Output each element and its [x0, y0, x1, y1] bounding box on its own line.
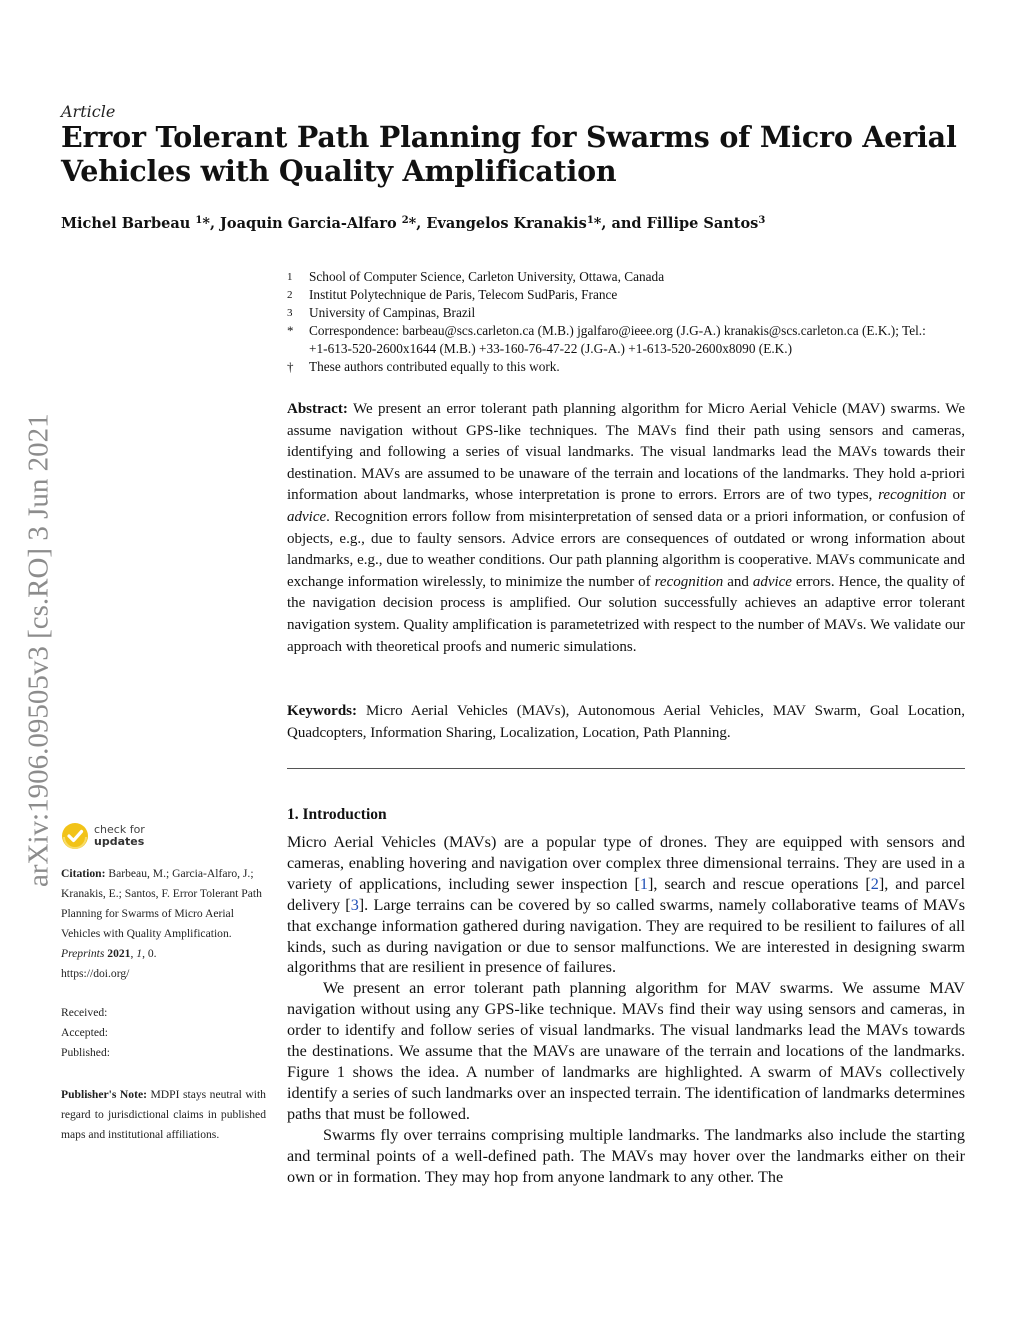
article-type: Article [61, 102, 116, 121]
publisher-note [61, 1085, 266, 1145]
abstract [287, 399, 965, 658]
abstract-text: We present an error tolerant path planning algorithm for Micro Aerial Vehicle (MAV) swarms. We assume navigation without GPS-like techniques. The MAVs find their path using sensors and cameras, identifying and following a series of visual landmarks. The visual landmarks lead the MAVs towards their destination. MAVs are assumed to be unaware of the terrain and locations of the landmarks. They hold a-priori information about landmarks, whose interpretation is prone to errors. Errors are of two types, [287, 401, 966, 504]
author-affil-mark: 2 [401, 215, 409, 226]
abstract-text: or [952, 487, 966, 504]
citation-text: Barbeau, M.; Garcia-Alfaro, J.; Kranakis, E.; Santos, F. Error Tolerant Path Planning for Swarms of Micro Aerial Vehicles with Quality Amplification. [61, 867, 262, 940]
affiliations [287, 268, 977, 376]
keywords-text: Micro Aerial Vehicles (MAVs), Autonomous Aerial Vehicles, MAV Swarm, Goal Location, Quadcopters, Information Sharing, Localization, Location, Path Planning. [287, 703, 965, 741]
affiliation-mark: 2 [287, 289, 293, 301]
citation-block: Citation: Barbeau, M.; Garcia-Alfaro, J.; Kranakis, E.; Santos, F. Error Tolerant Path Planning for Swarms of Micro Aerial Vehicles with Quality Amplification. Preprints 2021, 1, 0. https://doi.org/ [61, 867, 262, 980]
check-for-updates-badge[interactable] [61, 822, 145, 850]
abstract-text: . Recognition errors follow from misinterpretation of sensed data or a priori information, or confusion of objects, e.g., due to faulty sensors. Advice errors are consequences of outdated or wrong information about landmarks, e.g., due to weather conditions. Our path planning algorithm is cooperative. MAVs communicate and exchange information wirelessly, to minimize the number of [287, 508, 965, 590]
abstract-emphasis: recognition [878, 487, 947, 504]
dagger-mark: † [287, 359, 294, 374]
section-heading-introduction: 1. Introduction [287, 806, 387, 823]
paragraph [287, 832, 965, 978]
correspondence [287, 322, 977, 340]
section-divider [287, 768, 965, 769]
paragraph-text: ]. Large terrains can be covered by so called swarms, namely collaborative teams of MAVs that exchange information gathered during navigation. They are required to be resilient to failures of all kinds, such as during navigation or due to sensor malfunctions. We are interested in designing swarm algorithms that are resilient in presence of failures. [287, 895, 965, 977]
paragraph-text: ], search and rescue operations [ [647, 874, 871, 893]
affiliation-text: Institut Polytechnique de Paris, Telecom SudParis, France [309, 287, 618, 302]
author-affil-mark: 1 [195, 215, 203, 226]
affiliation-item [287, 268, 977, 286]
author-name[interactable]: Joaquin Garcia-Alfaro [220, 215, 397, 232]
author-sep: , [416, 215, 427, 232]
paper-title: Error Tolerant Path Planning for Swarms of Micro Aerial Vehicles with Quality Amplification [61, 120, 957, 188]
abstract-text: and [727, 573, 749, 590]
keywords [287, 701, 965, 744]
publisher-note-text: MDPI stays neutral with regard to jurisdictional claims in published maps and institutional affiliations. [61, 1088, 266, 1141]
citation-page: , 0. [142, 947, 157, 960]
accepted-label: Accepted: [61, 1026, 108, 1039]
equal-contribution-text: These authors contributed equally to this work. [309, 359, 560, 374]
publisher-note-label: Publisher's Note: [61, 1088, 147, 1101]
received-label: Received: [61, 1006, 108, 1019]
keywords-label: Keywords: [287, 703, 357, 719]
author-star: * [202, 215, 210, 232]
abstract-emphasis: advice [287, 508, 327, 525]
check-updates-icon [61, 822, 89, 850]
author-affil-mark: 1 [586, 215, 594, 226]
citation-journal: Preprints [61, 947, 105, 960]
citation-year: 2021 [107, 947, 131, 960]
citation-url[interactable]: https://doi.org/ [61, 967, 130, 980]
citation-link[interactable]: 3 [350, 895, 359, 914]
correspondence-text[interactable]: Correspondence: barbeau@scs.carleton.ca (M.B.) jgalfaro@ieee.org (J.G-A.) kranakis@scs.carleton.ca (E.K.); Tel.: [309, 323, 926, 338]
author-list [61, 215, 765, 232]
affiliation-item [287, 304, 977, 322]
arxiv-identifier[interactable]: arXiv:1906.09505v3 [cs.RO] 3 Jun 2021 [22, 413, 55, 887]
citation-volume: 1 [136, 947, 143, 960]
author-affil-mark: 3 [758, 215, 766, 226]
author-sep: , [209, 215, 221, 232]
abstract-emphasis: advice [752, 573, 792, 590]
author-name[interactable]: Fillipe Santos [646, 215, 759, 232]
citation-link[interactable]: 1 [639, 874, 648, 893]
published-label: Published: [61, 1046, 110, 1059]
affiliation-mark: * [287, 323, 294, 338]
affiliation-mark: 1 [287, 271, 293, 283]
author-name[interactable]: Evangelos Kranakis [426, 215, 587, 232]
abstract-text: errors. Hence, the quality of the navigation decision process is amplified. Our solution successfully achieves an adaptive error tolerant navigation system. Quality amplification is parametetrized with respect to the number of MAVs. We validate our approach with theoretical proofs and numeric simulations. [287, 573, 965, 655]
affiliation-text: University of Campinas, Brazil [309, 305, 476, 320]
abstract-label: Abstract: [287, 401, 348, 417]
paragraph-text: Micro Aerial Vehicles (MAVs) are a popular type of drones. They are equipped with sensors and cameras, enabling hovering and navigation over complex three dimensional terrains. They are used in a variety of applications, including sewer inspection [ [287, 833, 965, 893]
author-star: * [593, 215, 602, 232]
citation-label: Citation: [61, 867, 106, 880]
abstract-emphasis: recognition [654, 573, 724, 590]
check-updates-label [94, 824, 145, 848]
affiliation-mark: 3 [287, 307, 293, 319]
citation-link[interactable]: 2 [870, 874, 879, 893]
author-star: * [408, 215, 417, 232]
check-updates-line2: updates [94, 835, 145, 848]
correspondence-phones: +1-613-520-2600x1644 (M.B.) +33-160-76-47-22 (J.G-A.) +1-613-520-2600x8090 (E.K.) [309, 341, 793, 356]
author-name[interactable]: Michel Barbeau [61, 215, 191, 232]
author-sep: , and [601, 215, 647, 232]
affiliation-item [287, 286, 977, 304]
check-updates-line1: check for [94, 823, 145, 836]
paragraph: We present an error tolerant path planning algorithm for MAV swarms. We assume MAV navigation without using any GPS-like technique. MAVs find their way using sensors and cameras, in order to identify and follow series of visual landmarks. The visual landmarks lead the MAVs towards the destinations. We assume that the MAVs are unaware of the terrain and locations of the landmarks. Figure 1 shows the idea. A number of landmarks are highlighted. A swarm of MAVs collectively identify a series of such landmarks over an inspected terrain. The identification of landmarks determines paths that must be followed. [287, 979, 965, 1123]
paragraph: Swarms fly over terrains comprising multiple landmarks. The landmarks also include the starting and terminal points of a well-defined path. The MAVs may hover over the landmarks either on their own or in formation. They may hop from anyone landmark to any other. The [287, 1125, 965, 1186]
affiliation-text: School of Computer Science, Carleton University, Ottawa, Canada [309, 269, 665, 284]
dates-block [61, 1003, 266, 1063]
paragraph-text: ], and parcel delivery [ [287, 874, 965, 914]
introduction-body [287, 832, 965, 1187]
equal-contribution-note [287, 358, 977, 376]
